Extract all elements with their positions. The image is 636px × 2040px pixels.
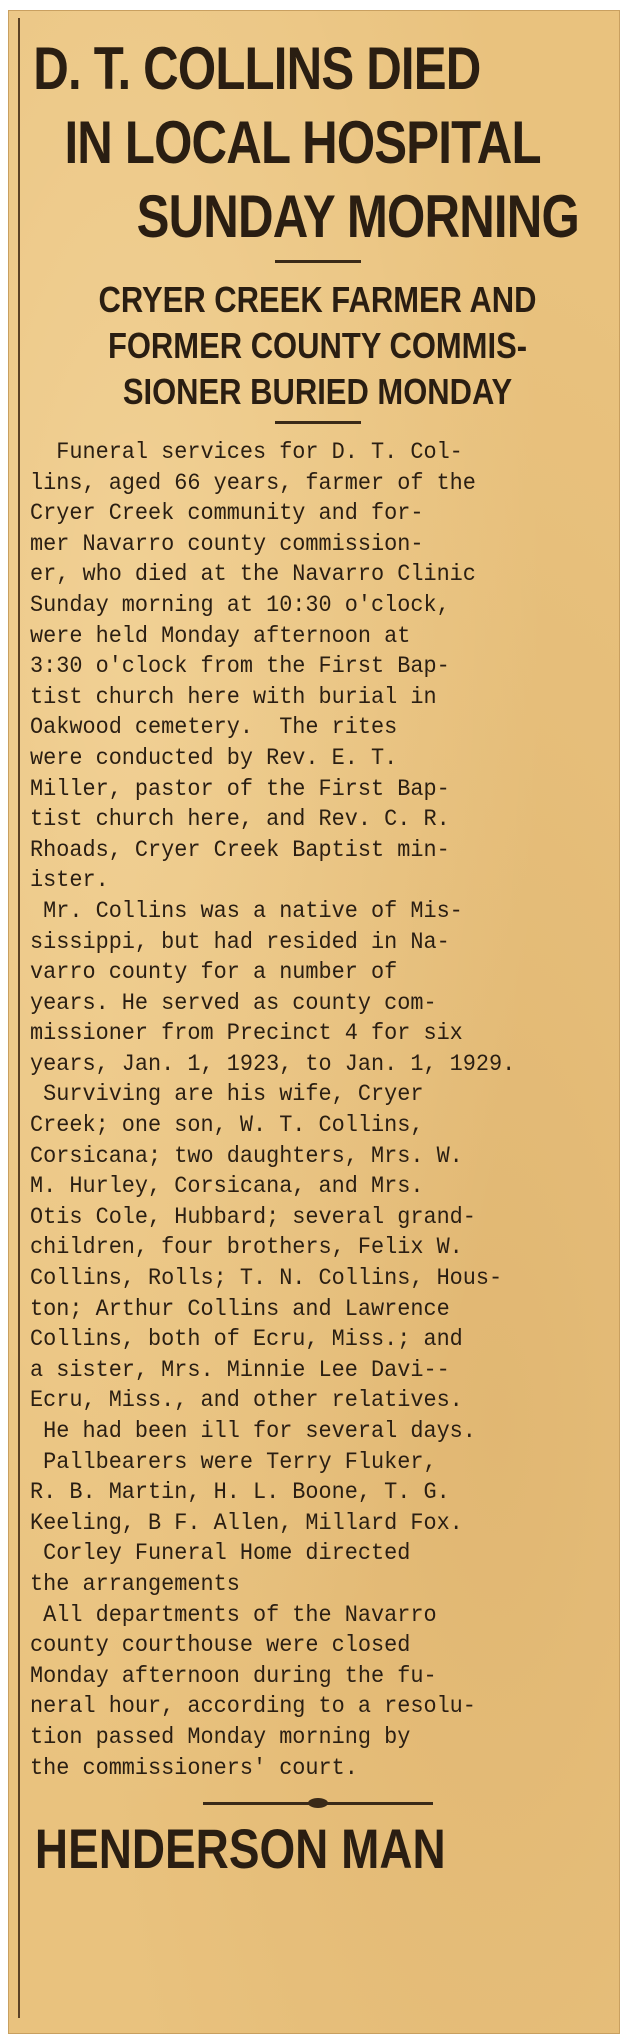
article-body-line: Cryer Creek community and for- (30, 500, 424, 528)
article-body-line: varro county for a number of (30, 959, 398, 987)
article-body-line: Creek; one son, W. T. Collins, (30, 1112, 424, 1140)
article (30, 26, 605, 1879)
article-body-line: Miller, pastor of the First Bap- (30, 775, 450, 803)
article-body-line: lins, aged 66 years, farmer of the (30, 469, 476, 497)
divider (275, 421, 361, 424)
divider (275, 260, 361, 263)
ornamental-divider (203, 1802, 433, 1805)
article-body-line: All departments of the Navarro (30, 1601, 437, 1629)
article-body-line: Sunday morning at 10:30 o'clock, (30, 591, 450, 619)
article-body-line: Rhoads, Cryer Creek Baptist min- (30, 836, 450, 864)
article-body-line: tist church here with burial in (30, 683, 437, 711)
article-body-line: Ecru, Miss., and other relatives. (30, 1387, 463, 1415)
article-body-line: Collins, Rolls; T. N. Collins, Hous- (30, 1265, 503, 1293)
article-body-line: 3:30 o'clock from the First Bap- (30, 653, 450, 681)
article-body-line: years. He served as county com- (30, 989, 437, 1017)
subheadline-line: CRYER CREEK FARMER AND (98, 279, 537, 320)
article-body-line: missioner from Precinct 4 for six (30, 1020, 463, 1048)
article-body-line: the commissioners' court. (30, 1754, 358, 1782)
article-body-line: county courthouse were closed (30, 1632, 411, 1660)
article-body-line: Monday afternoon during the fu- (30, 1662, 437, 1690)
article-body-line: Collins, both of Ecru, Miss.; and (30, 1326, 463, 1354)
article-body-line: mer Navarro county commission- (30, 530, 424, 558)
article-body-line: He had been ill for several days. (30, 1418, 476, 1445)
article-body-line: were held Monday afternoon at (30, 622, 411, 650)
subheadline (70, 277, 565, 415)
article-body-line: tist church here, and Rev. C. R. (30, 806, 450, 834)
article-body-line: tion passed Monday morning by (30, 1723, 411, 1751)
article-body-line: ister. (30, 867, 109, 895)
subheadline-line: FORMER COUNTY COMMIS- (107, 325, 528, 366)
article-body-line: Mr. Collins was a native of Mis- (30, 897, 463, 925)
article-body-line: er, who died at the Navarro Clinic (30, 561, 476, 589)
article-body-line: M. Hurley, Corsicana, and Mrs. (30, 1173, 424, 1201)
article-body-line: years, Jan. 1, 1923, to Jan. 1, 1929. (30, 1050, 516, 1078)
article-body-line: Otis Cole, Hubbard; several grand- (30, 1203, 476, 1231)
article-body-line: R. B. Martin, H. L. Boone, T. G. (30, 1479, 450, 1507)
subheadline-line: SIONER BURIED MONDAY (122, 371, 513, 412)
article-body-line: neral hour, according to a resolu- (30, 1693, 476, 1721)
article-body-line: Surviving are his wife, Cryer (30, 1081, 424, 1109)
headline-line: D. T. COLLINS DIED (33, 35, 481, 102)
article-body (30, 438, 607, 1784)
article-body-line: were conducted by Rev. E. T. (30, 744, 398, 772)
article-body-line: Funeral services for D. T. Col- (30, 439, 463, 466)
article-body-line: Oakwood cemetery. The rites (30, 714, 398, 742)
article-body-line: Corsicana; two daughters, Mrs. W. (30, 1142, 463, 1170)
article-body-line: sissippi, but had resided in Na- (30, 928, 450, 956)
column-rule (18, 18, 20, 2018)
headline-line: IN LOCAL HOSPITAL (64, 109, 541, 176)
newspaper-clipping (8, 10, 620, 2034)
article-body-line: ton; Arthur Collins and Lawrence (30, 1295, 450, 1323)
headline (30, 26, 604, 254)
next-article-headline: HENDERSON MAN (34, 1817, 446, 1881)
article-body-line: Keeling, B F. Allen, Millard Fox. (30, 1509, 463, 1537)
headline-line: SUNDAY MORNING (136, 183, 579, 250)
article-body-line: Pallbearers were Terry Fluker, (30, 1448, 437, 1476)
article-body-line: children, four brothers, Felix W. (30, 1234, 463, 1262)
article-body-line: the arrangements (30, 1570, 240, 1598)
article-body-line: a sister, Mrs. Minnie Lee Davi-- (30, 1356, 450, 1384)
article-body-line: Corley Funeral Home directed (30, 1540, 411, 1568)
